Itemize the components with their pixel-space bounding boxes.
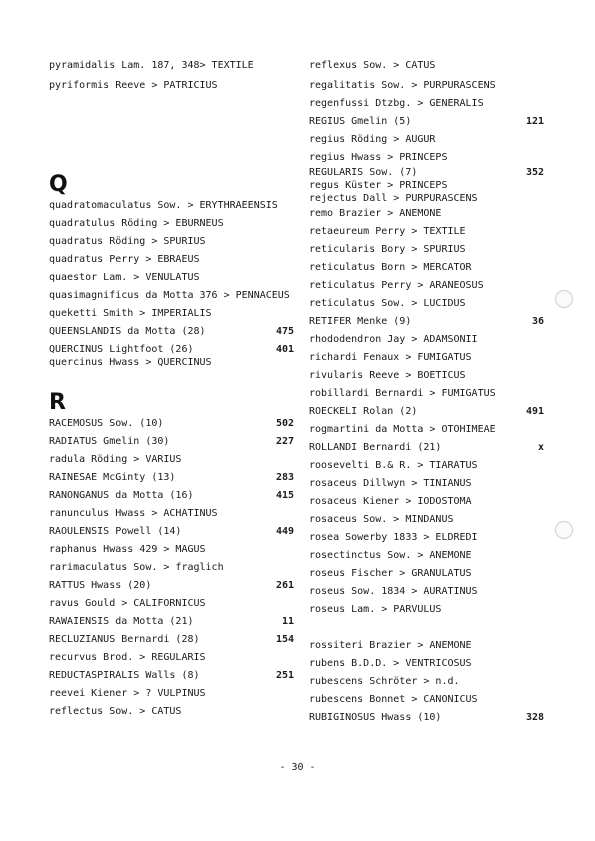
index-entry — [49, 326, 294, 338]
entry-text: reevei Kiener > ? VULPINUS — [49, 688, 206, 699]
entry-text: ROLLANDI Bernardi (21) — [309, 442, 442, 453]
index-entry — [49, 436, 294, 448]
entry-text: reticulatus Sow. > LUCIDUS — [309, 298, 466, 309]
entry-page-number: 491 — [525, 406, 544, 417]
index-entry — [309, 514, 544, 526]
entry-text: QUEENSLANDIS da Motta (28) — [49, 326, 206, 337]
entry-page-number: 328 — [525, 712, 544, 723]
index-entry — [49, 308, 294, 320]
entry-text: pyramidalis Lam. 187, 348> TEXTILE — [49, 60, 254, 71]
entry-text: quadratomaculatus Sow. > ERYTHRAEENSIS — [49, 200, 278, 211]
index-entry — [49, 490, 294, 502]
section-letter: R — [49, 390, 66, 415]
entry-page-number: 401 — [275, 344, 294, 355]
index-entry — [49, 580, 294, 592]
entry-page-number: 251 — [275, 670, 294, 681]
entry-text: richardi Fenaux > FUMIGATUS — [309, 352, 472, 363]
entry-page-number: 415 — [275, 490, 294, 501]
index-entry — [309, 424, 544, 436]
index-entry — [309, 262, 544, 274]
entry-text: rogmartini da Motta > OTOHIMEAE — [309, 424, 496, 435]
index-entry — [309, 370, 544, 382]
entry-text: RANONGANUS da Motta (16) — [49, 490, 194, 501]
page-number: - 30 - — [279, 762, 316, 773]
index-entry — [49, 508, 294, 520]
entry-text: roseus Fischer > GRANULATUS — [309, 568, 472, 579]
index-entry — [49, 60, 294, 72]
index-entry — [309, 712, 544, 724]
entry-page-number: 227 — [275, 436, 294, 447]
index-entry — [49, 218, 294, 230]
entry-text: recurvus Brod. > REGULARIS — [49, 652, 206, 663]
index-entry — [309, 167, 544, 179]
index-entry — [309, 334, 544, 346]
entry-text: rejectus Dall > PURPURASCENS — [309, 193, 478, 204]
entry-text: reticularis Bory > SPURIUS — [309, 244, 466, 255]
index-entry — [49, 357, 294, 369]
index-entry — [309, 180, 544, 192]
index-entry — [309, 496, 544, 508]
entry-text: RACEMOSUS Sow. (10) — [49, 418, 164, 429]
index-entry — [309, 60, 544, 72]
index-entry — [49, 290, 294, 302]
entry-page-number: 283 — [275, 472, 294, 483]
entry-text: rosea Sowerby 1833 > ELDREDI — [309, 532, 478, 543]
entry-text: rarimaculatus Sow. > fraglich — [49, 562, 224, 573]
index-entry — [309, 658, 544, 670]
entry-text: rosaceus Sow. > MINDANUS — [309, 514, 454, 525]
index-entry — [309, 550, 544, 562]
entry-text: regius Hwass > PRINCEPS — [309, 152, 448, 163]
index-entry — [49, 670, 294, 682]
entry-text: RECLUZIANUS Bernardi (28) — [49, 634, 200, 645]
section-letter: Q — [49, 172, 68, 197]
entry-text: roseus Lam. > PARVULUS — [309, 604, 442, 615]
index-entry — [309, 388, 544, 400]
entry-text: RAOULENSIS Powell (14) — [49, 526, 182, 537]
index-entry — [309, 193, 544, 205]
entry-text: rubens B.D.D. > VENTRICOSUS — [309, 658, 472, 669]
index-entry — [49, 544, 294, 556]
entry-text: regalitatis Sow. > PURPURASCENS — [309, 80, 496, 91]
index-entry — [49, 236, 294, 248]
entry-text: regius Röding > AUGUR — [309, 134, 436, 145]
index-entry — [49, 616, 294, 628]
entry-text: RAWAIENSIS da Motta (21) — [49, 616, 194, 627]
index-entry — [309, 298, 544, 310]
entry-text: RAINESAE McGinty (13) — [49, 472, 176, 483]
index-entry — [49, 526, 294, 538]
entry-text: quasimagnificus da Motta 376 > PENNACEUS — [49, 290, 290, 301]
index-entry — [309, 116, 544, 128]
index-entry — [309, 134, 544, 146]
entry-text: pyriformis Reeve > PATRICIUS — [49, 80, 218, 91]
index-entry — [309, 460, 544, 472]
entry-page-number: 36 — [531, 316, 544, 327]
entry-text: quadratus Perry > EBRAEUS — [49, 254, 200, 265]
entry-text: raphanus Hwass 429 > MAGUS — [49, 544, 206, 555]
entry-page-number: 261 — [275, 580, 294, 591]
index-entry — [309, 604, 544, 616]
entry-text: quadratulus Röding > EBURNEUS — [49, 218, 224, 229]
entry-text: regus Küster > PRINCEPS — [309, 180, 448, 191]
index-entry — [309, 568, 544, 580]
index-entry — [49, 634, 294, 646]
entry-page-number: 154 — [275, 634, 294, 645]
entry-text: regenfussi Dtzbg. > GENERALIS — [309, 98, 484, 109]
index-entry — [49, 652, 294, 664]
entry-text: ravus Gould > CALIFORNICUS — [49, 598, 206, 609]
index-entry — [309, 316, 544, 328]
index-entry — [49, 562, 294, 574]
entry-text: RUBIGINOSUS Hwass (10) — [309, 712, 442, 723]
entry-text: RADIATUS Gmelin (30) — [49, 436, 170, 447]
entry-text: rubescens Bonnet > CANONICUS — [309, 694, 478, 705]
index-entry — [49, 344, 294, 356]
index-entry — [309, 98, 544, 110]
entry-text: REDUCTASPIRALIS Walls (8) — [49, 670, 200, 681]
index-entry — [309, 694, 544, 706]
entry-text: quadratus Röding > SPURIUS — [49, 236, 206, 247]
entry-text: rivularis Reeve > BOETICUS — [309, 370, 466, 381]
index-entry — [309, 532, 544, 544]
index-entry — [309, 676, 544, 688]
index-entry — [309, 226, 544, 238]
index-entry — [49, 200, 294, 212]
entry-text: rosectinctus Sow. > ANEMONE — [309, 550, 472, 561]
index-entry — [309, 208, 544, 220]
entry-page-number: 449 — [275, 526, 294, 537]
index-entry — [49, 272, 294, 284]
entry-text: rosaceus Dillwyn > TINIANUS — [309, 478, 472, 489]
entry-text: ROECKELI Rolan (2) — [309, 406, 418, 417]
entry-text: rossiteri Brazier > ANEMONE — [309, 640, 472, 651]
index-entry — [309, 244, 544, 256]
entry-page-number: 502 — [275, 418, 294, 429]
entry-text: ranunculus Hwass > ACHATINUS — [49, 508, 218, 519]
entry-text: reflectus Sow. > CATUS — [49, 706, 182, 717]
index-entry — [309, 406, 544, 418]
index-entry — [49, 254, 294, 266]
entry-text: retaeureum Perry > TEXTILE — [309, 226, 466, 237]
entry-text: roseus Sow. 1834 > AURATINUS — [309, 586, 478, 597]
entry-text: RETIFER Menke (9) — [309, 316, 412, 327]
entry-page-number: 11 — [281, 616, 294, 627]
index-entry — [49, 472, 294, 484]
index-entry — [309, 80, 544, 92]
entry-text: reticulatus Born > MERCATOR — [309, 262, 472, 273]
index-entry — [309, 280, 544, 292]
entry-text: quercinus Hwass > QUERCINUS — [49, 357, 212, 368]
index-entry — [49, 454, 294, 466]
entry-text: reticulatus Perry > ARANEOSUS — [309, 280, 484, 291]
index-entry — [309, 640, 544, 652]
entry-text: radula Röding > VARIUS — [49, 454, 182, 465]
index-entry — [49, 418, 294, 430]
entry-text: remo Brazier > ANEMONE — [309, 208, 442, 219]
punch-hole-top — [555, 290, 573, 308]
index-entry — [49, 598, 294, 610]
index-entry — [49, 80, 294, 92]
index-entry — [49, 688, 294, 700]
entry-page-number: 121 — [525, 116, 544, 127]
entry-text: queketti Smith > IMPERIALIS — [49, 308, 212, 319]
entry-text: roosevelti B.& R. > TIARATUS — [309, 460, 478, 471]
entry-page-number: 475 — [275, 326, 294, 337]
entry-text: REGIUS Gmelin (5) — [309, 116, 412, 127]
index-entry — [309, 586, 544, 598]
entry-page-number: x — [537, 442, 544, 453]
entry-text: rosaceus Kiener > IODOSTOMA — [309, 496, 472, 507]
index-entry — [309, 352, 544, 364]
entry-text: reflexus Sow. > CATUS — [309, 60, 436, 71]
index-entry — [49, 706, 294, 718]
entry-text: RATTUS Hwass (20) — [49, 580, 152, 591]
punch-hole-bottom — [555, 521, 573, 539]
entry-text: REGULARIS Sow. (7) — [309, 167, 418, 178]
index-entry — [309, 442, 544, 454]
index-entry — [309, 478, 544, 490]
entry-text: quaestor Lam. > VENULATUS — [49, 272, 200, 283]
entry-text: QUERCINUS Lightfoot (26) — [49, 344, 194, 355]
entry-text: rhododendron Jay > ADAMSONII — [309, 334, 478, 345]
entry-text: rubescens Schröter > n.d. — [309, 676, 460, 687]
index-entry — [309, 152, 544, 164]
entry-page-number: 352 — [525, 167, 544, 178]
entry-text: robillardi Bernardi > FUMIGATUS — [309, 388, 496, 399]
